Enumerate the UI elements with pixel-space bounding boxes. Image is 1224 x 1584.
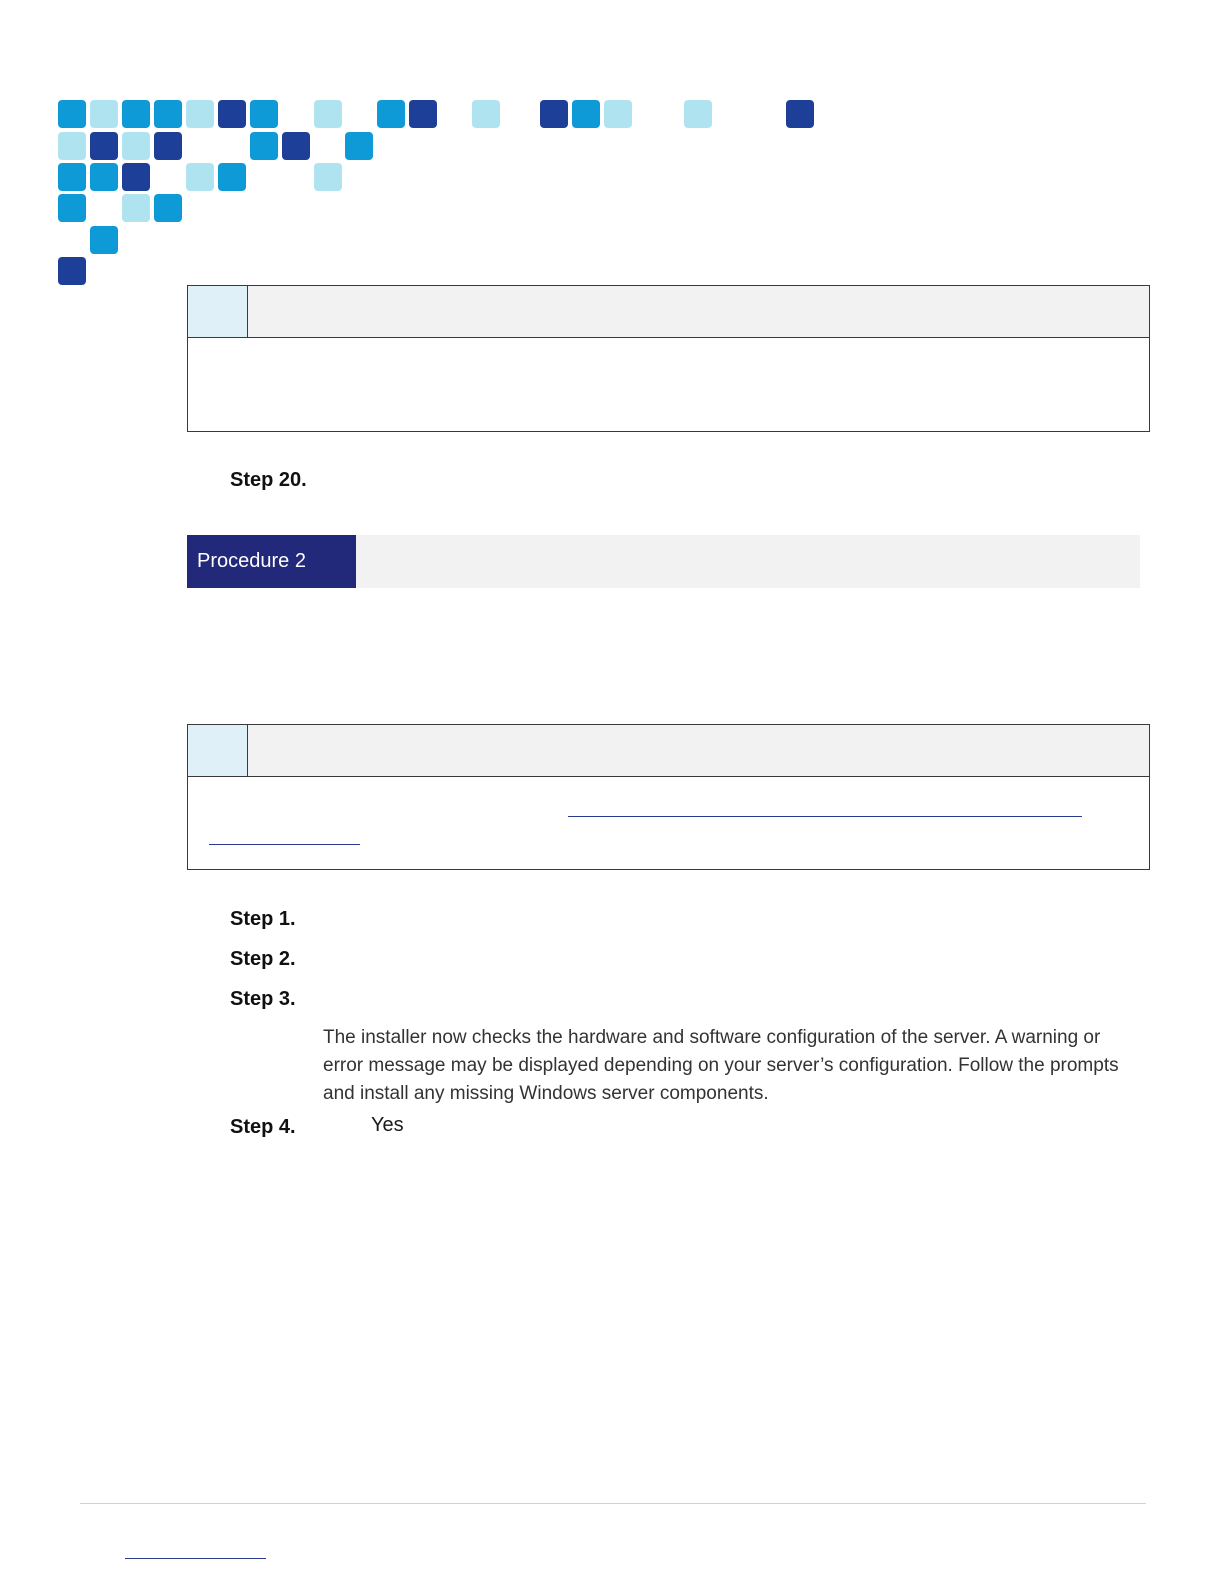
note-link-underline[interactable]	[568, 816, 1082, 817]
header-tile	[572, 100, 600, 128]
step-1-label: Step 1.	[230, 908, 296, 930]
note-box-2	[187, 724, 1150, 870]
header-tile	[122, 100, 150, 128]
footer-link-underline[interactable]	[125, 1558, 266, 1559]
note-icon	[188, 286, 248, 337]
header-tile	[684, 100, 712, 128]
header-tile	[90, 100, 118, 128]
header-tile	[377, 100, 405, 128]
step-3-label: Step 3.	[230, 988, 296, 1010]
header-tile	[540, 100, 568, 128]
header-tile	[345, 132, 373, 160]
header-tile	[122, 194, 150, 222]
header-tile	[154, 194, 182, 222]
header-tile	[58, 257, 86, 285]
header-tile	[218, 100, 246, 128]
note-link-underline-continued[interactable]	[209, 844, 360, 845]
header-tile	[786, 100, 814, 128]
header-tile	[409, 100, 437, 128]
footer-divider	[80, 1503, 1146, 1504]
procedure-label: Procedure 2	[187, 535, 356, 588]
header-tile	[604, 100, 632, 128]
header-tile	[58, 100, 86, 128]
header-tile	[282, 132, 310, 160]
header-tile	[90, 163, 118, 191]
header-tile	[58, 194, 86, 222]
note-icon	[188, 725, 248, 776]
header-tile	[90, 226, 118, 254]
header-tile	[122, 132, 150, 160]
note-header	[188, 725, 1149, 777]
step-20-label: Step 20.	[230, 469, 307, 491]
header-tile	[122, 163, 150, 191]
header-tile	[218, 163, 246, 191]
header-tile	[90, 132, 118, 160]
step-2-label: Step 2.	[230, 948, 296, 970]
header-tile	[314, 163, 342, 191]
header-tile	[154, 100, 182, 128]
header-tile	[186, 100, 214, 128]
procedure-header	[187, 535, 1140, 588]
header-tile	[154, 132, 182, 160]
header-tile	[314, 100, 342, 128]
step-3-description: The installer now checks the hardware and software configuration of the server. A warning or error message may be displayed depending on your server’s configuration. Follow the prompts and install any missing Windows server components.	[323, 1027, 1119, 1104]
note-box-1	[187, 285, 1150, 432]
header-tile	[58, 163, 86, 191]
step-4-value: Yes	[371, 1114, 404, 1136]
step-4-label: Step 4.	[230, 1116, 296, 1138]
header-tile	[58, 132, 86, 160]
header-tile	[250, 132, 278, 160]
note-header	[188, 286, 1149, 338]
header-tile	[472, 100, 500, 128]
header-tile	[186, 163, 214, 191]
header-tile	[250, 100, 278, 128]
